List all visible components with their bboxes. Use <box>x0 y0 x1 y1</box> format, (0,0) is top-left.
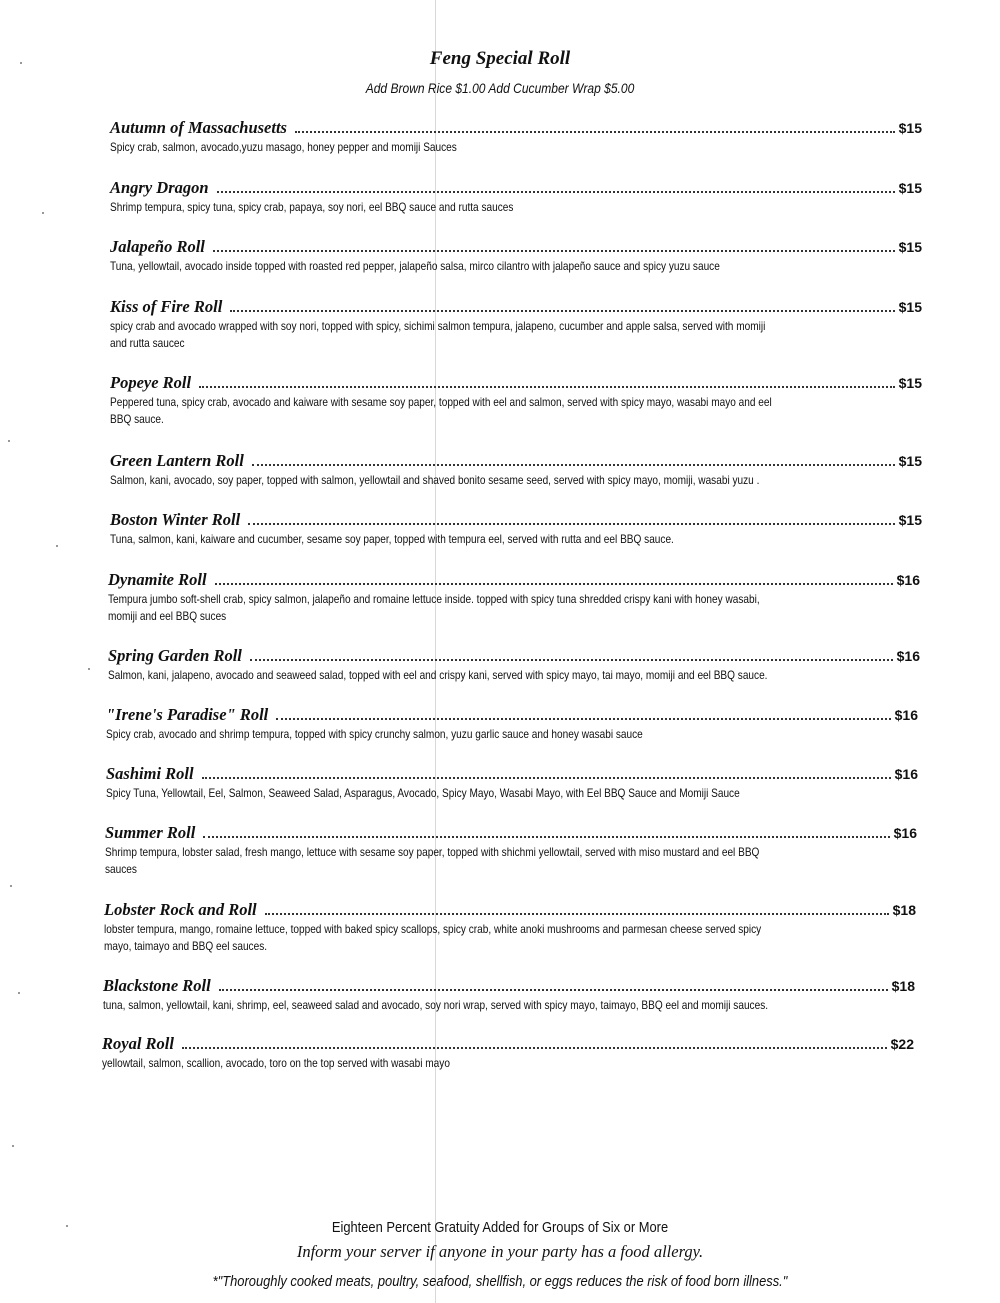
menu-item <box>106 705 918 742</box>
item-description: Shrimp tempura, spicy tuna, spicy crab, papaya, soy nori, eel BBQ sauce and rutta sauces <box>110 200 514 214</box>
menu-item <box>110 237 922 274</box>
item-price: $15 <box>898 239 922 255</box>
dot-leader <box>248 523 894 525</box>
dot-leader <box>276 718 890 720</box>
dot-leader <box>217 191 895 193</box>
item-price: $15 <box>898 180 922 196</box>
dot-leader <box>213 250 895 252</box>
item-price: $16 <box>894 707 918 723</box>
item-description: spicy crab and avocado wrapped with soy nori, topped with spicy, sichimi salmon tempura, jalapeno, cucumber and apple salsa, served with momiji <box>110 319 766 333</box>
item-description: yellowtail, salmon, scallion, avocado, toro on the top served with wasabi mayo <box>102 1056 450 1070</box>
food-safety-warning: *"Thoroughly cooked meats, poultry, seafood, shellfish, or eggs reduces the risk of food born illness." <box>212 1273 788 1290</box>
item-price: $18 <box>891 978 915 994</box>
item-name: Autumn of Massachusetts <box>110 118 287 137</box>
dot-leader <box>265 913 889 915</box>
item-name: Lobster Rock and Roll <box>104 900 257 919</box>
item-name: Royal Roll <box>102 1034 174 1053</box>
dot-leader <box>295 131 895 133</box>
item-description: tuna, salmon, yellowtail, kani, shrimp, eel, seaweed salad and avocado, soy nori wrap, served with spicy mayo, taimayo, BBQ eel and momiji sauces. <box>103 998 769 1012</box>
menu-item <box>110 297 922 351</box>
item-name: Green Lantern Roll <box>110 451 244 470</box>
menu-item <box>110 373 922 427</box>
menu-item <box>110 451 922 488</box>
item-price: $16 <box>896 648 920 664</box>
scan-speck <box>8 440 10 442</box>
menu-item <box>110 510 922 547</box>
item-description-cont: BBQ sauce. <box>110 412 164 426</box>
item-description-cont: momiji and eel BBQ suces <box>108 609 227 623</box>
item-description-cont: and rutta saucec <box>110 336 185 350</box>
item-description-cont: mayo, taimayo and BBQ eel sauces. <box>104 939 268 953</box>
menu-item <box>106 764 918 801</box>
item-name: Popeye Roll <box>110 373 192 392</box>
item-price: $16 <box>896 572 920 588</box>
item-description: lobster tempura, mango, romaine lettuce, topped with baked spicy scallops, spicy crab, white anoki mushrooms and parmesan cheese served spicy <box>104 922 762 936</box>
item-name: Dynamite Roll <box>108 570 207 589</box>
menu-item <box>110 118 922 155</box>
item-name: Boston Winter Roll <box>110 510 241 529</box>
item-name: Jalapeño Roll <box>110 237 205 256</box>
dot-leader <box>250 659 893 661</box>
dot-leader <box>252 464 895 466</box>
menu-item <box>103 976 915 1013</box>
dot-leader <box>230 310 894 312</box>
menu-subtitle: Add Brown Rice $1.00 Add Cucumber Wrap $5.00 <box>365 80 635 96</box>
item-description: Spicy Tuna, Yellowtail, Eel, Salmon, Seaweed Salad, Asparagus, Avocado, Spicy Mayo, Wasabi Mayo, with Eel BBQ Sauce and Momiji Sauce <box>106 786 740 800</box>
item-price: $15 <box>898 453 922 469</box>
menu-item <box>110 178 922 215</box>
item-description: Shrimp tempura, lobster salad, fresh mango, lettuce with sesame soy paper, topped with shichmi yellowtail, served with miso mustard and eel BBQ <box>105 845 760 859</box>
item-name: "Irene's Paradise" Roll <box>106 705 269 724</box>
item-name: Sashimi Roll <box>106 764 194 783</box>
menu-item <box>104 900 916 954</box>
scan-speck <box>10 885 12 887</box>
dot-leader <box>203 836 889 838</box>
dot-leader <box>182 1047 887 1049</box>
menu-item <box>105 823 917 877</box>
scan-speck <box>42 212 44 214</box>
scan-speck <box>20 62 22 64</box>
item-description-cont: sauces <box>105 862 137 876</box>
item-description: Salmon, kani, jalapeno, avocado and seaweed salad, topped with eel and crispy kani, served with spicy mayo, tai mayo, momiji and eel BBQ sauce. <box>108 668 768 682</box>
dot-leader <box>219 989 888 991</box>
item-price: $16 <box>893 825 917 841</box>
menu-item <box>108 646 920 683</box>
item-description: Spicy crab, avocado and shrimp tempura, topped with spicy crunchy salmon, yuzu garlic sauce and honey wasabi sauce <box>106 727 643 741</box>
item-description: Tempura jumbo soft-shell crab, spicy salmon, jalapeño and romaine lettuce inside. topped with spicy tuna shredded crispy kani with honey wasabi, <box>108 592 760 606</box>
dot-leader <box>199 386 895 388</box>
item-name: Spring Garden Roll <box>108 646 242 665</box>
item-description: Peppered tuna, spicy crab, avocado and kaiware with sesame soy paper, topped with eel and salmon, served with spicy mayo, wasabi mayo and eel <box>110 395 772 409</box>
item-description: Salmon, kani, avocado, soy paper, topped with salmon, yellowtail and shaved bonito sesame seed, served with spicy mayo, momiji, wasabi yuzu . <box>110 473 760 487</box>
menu-item <box>108 570 920 624</box>
item-name: Summer Roll <box>105 823 196 842</box>
scan-speck <box>56 545 58 547</box>
dot-leader <box>202 777 891 779</box>
gratuity-note: Eighteen Percent Gratuity Added for Groups of Six or More <box>331 1219 669 1236</box>
item-name: Angry Dragon <box>110 178 209 197</box>
scan-speck <box>66 1225 68 1227</box>
scan-speck <box>18 992 20 994</box>
item-price: $15 <box>898 375 922 391</box>
item-price: $22 <box>890 1036 914 1052</box>
item-price: $16 <box>894 766 918 782</box>
item-price: $15 <box>898 120 922 136</box>
item-description: Tuna, salmon, kani, kaiware and cucumber, sesame soy paper, topped with tempura eel, served with rutta and eel BBQ sauce. <box>110 532 674 546</box>
scan-speck <box>12 1145 14 1147</box>
item-description: Spicy crab, salmon, avocado,yuzu masago, honey pepper and momiji Sauces <box>110 140 457 154</box>
item-description: Tuna, yellowtail, avocado inside topped with roasted red pepper, jalapeño salsa, mirco cilantro with jalapeño sauce and spicy yuzu sauce <box>110 259 720 273</box>
item-name: Blackstone Roll <box>103 976 211 995</box>
dot-leader <box>215 583 893 585</box>
menu-item <box>102 1034 914 1071</box>
item-price: $18 <box>892 902 916 918</box>
item-name: Kiss of Fire Roll <box>110 297 223 316</box>
item-price: $15 <box>898 299 922 315</box>
menu-title: Feng Special Roll <box>429 48 571 69</box>
item-price: $15 <box>898 512 922 528</box>
allergy-note: Inform your server if anyone in your party has a food allergy. <box>296 1242 704 1261</box>
scan-speck <box>88 668 90 670</box>
